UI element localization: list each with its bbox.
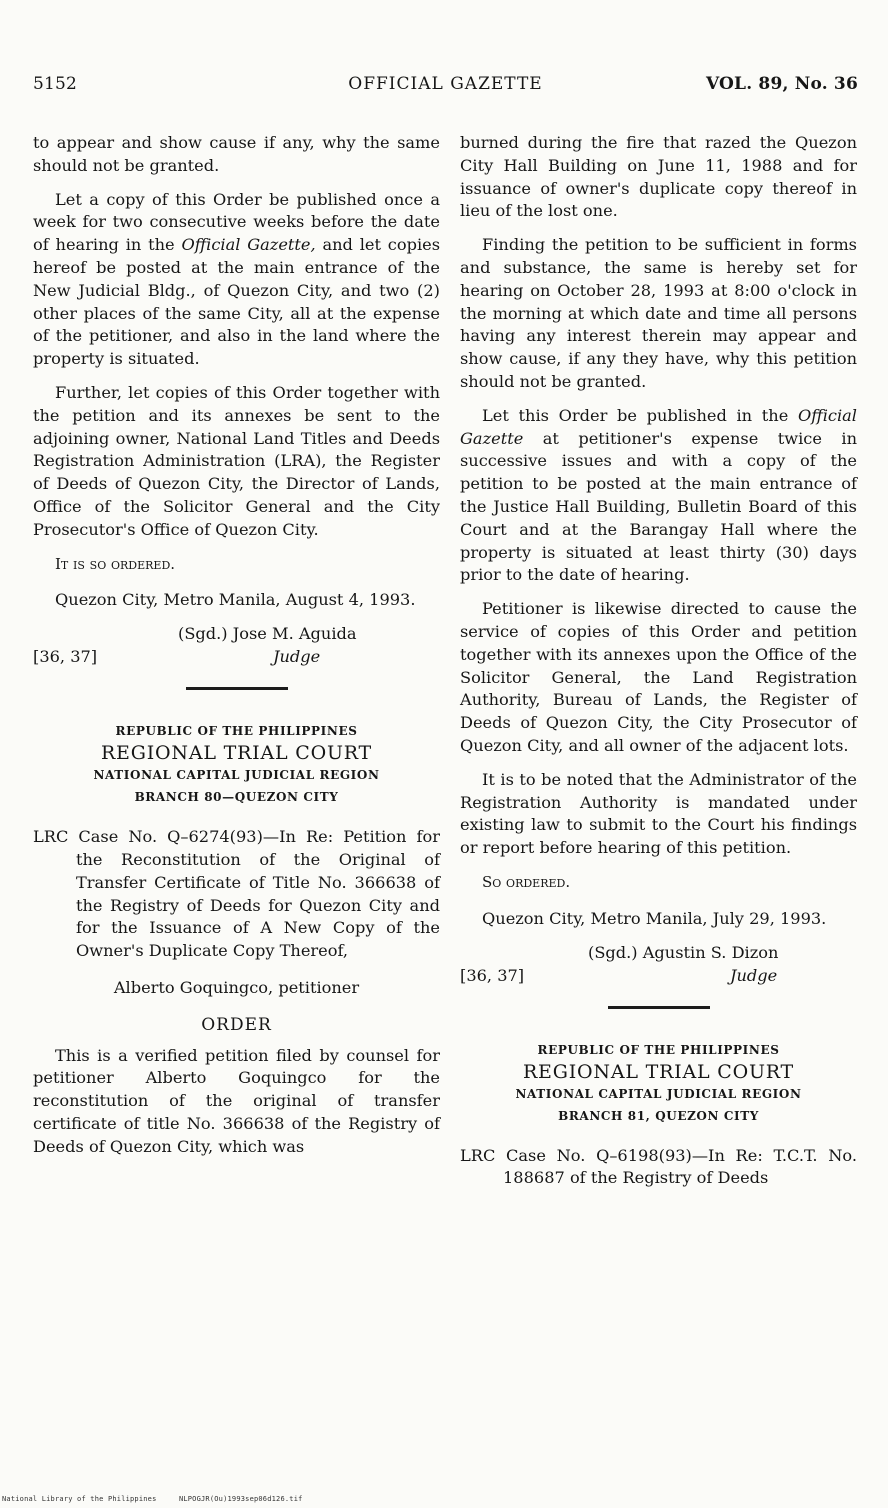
source-label: National Library of the Philippines [2,1495,157,1503]
issue-reference: [36, 37] [460,965,525,985]
scan-footer [2,1495,303,1503]
republic-line: REPUBLIC OF THE PHILIPPINES [537,1042,780,1057]
republic-line: REPUBLIC OF THE PHILIPPINES [115,724,358,739]
region-line: NATIONAL CAPITAL JUDICIAL REGION [515,1086,802,1101]
paragraph: Further, let copies of this Order together with the petition and its annexes be sent to the adjoining owner, National Land Titles and Deeds Registration Administration (LRA), the Register of Deeds of Quezon City, the Director of Lands, Office of the Solicitor General and the City Prosecutor's Office of Quezon City. [33,382,440,539]
branch-line: BRANCH 80—QUEZON CITY [134,790,339,805]
page-number: 5152 [33,74,78,94]
court-heading [33,720,440,808]
signature-block [460,942,857,994]
signatory-title: Judge [730,965,778,985]
order-heading: ORDER [201,1014,272,1035]
date-line: Quezon City, Metro Manila, July 29, 1993. [482,908,827,928]
left-column [33,132,440,1170]
file-label: NLPOGJR(Ou)1993sep06d126.tif [178,1495,303,1503]
signature-block [33,623,440,675]
page-header [33,74,858,102]
right-column [460,132,857,1201]
volume-number: VOL. 89, No. 36 [705,74,858,94]
signatory: (Sgd.) Agustin S. Dizon [588,942,779,962]
case-title: LRC Case No. Q–6274(93)—In Re: Petition for the Reconstitution of the Original of Transfer Certificate of Title No. 366638 of the Registry of Deeds for Quezon City and for the Issuance of A New Copy of the Owner's Duplicate Copy Thereof, [33,827,440,961]
paragraph: Let this Order be published in the Official Gazette at petitioner's expense twice in successive issues and with a copy of the petition to be posted at the main entrance of the Justice Hall Building, Bulletin Board of this Court and at the Barangay Hall where the property is situated at least thirty (30) days prior to the date of hearing. [460,405,857,585]
issue-reference: [36, 37] [33,647,98,667]
paragraph: It is to be noted that the Administrator of the Registration Authority is mandated under existing law to submit to the Court his findings or report before hearing of this petition. [460,769,857,858]
case-title: LRC Case No. Q–6198(93)—In Re: T.C.T. No. 188687 of the Registry of Deeds [460,1145,857,1188]
date-line: Quezon City, Metro Manila, August 4, 1993. [55,590,416,610]
court-name: REGIONAL TRIAL COURT [522,1060,795,1083]
court-heading [460,1039,857,1127]
publication-title: OFFICIAL GAZETTE [348,74,543,94]
paragraph: Let a copy of this Order be published once a week for two consecutive weeks before the date of hearing in the Official Gazette, and let copies hereof be posted at the main entrance of the New Judicial Bldg., of Quezon City, and two (2) other places of the same City, all at the expense of the petitioner, and also in the land where the property is situated. [33,189,441,369]
paragraph: to appear and show cause if any, why the same should not be granted. [33,133,440,175]
so-ordered-line: It is so ordered. [55,554,176,573]
paragraph: This is a verified petition filed by counsel for petitioner Alberto Goquingco for the reconstitution of the original of transfer certificate of title No. 366638 of the Registry of Deeds of Quezon City, which was [33,1045,440,1156]
signatory-title: Judge [273,647,321,667]
signatory: (Sgd.) Jose M. Aguida [178,624,357,644]
paragraph: Finding the petition to be sufficient in forms and substance, the same is hereby set for hearing on October 28, 1993 at 8:00 o'clock in the morning at which date and time all persons having any interest therein may appear and show cause, if any they have, why this petition should not be granted. [460,235,857,391]
court-name: REGIONAL TRIAL COURT [100,742,373,765]
paragraph: burned during the fire that razed the Quezon City Hall Building on June 11, 1988 and for issuance of owner's duplicate copy thereof in lieu of the lost one. [460,133,857,221]
section-divider [608,1006,710,1009]
petitioner-line: Alberto Goquingco, petitioner [113,977,360,997]
paragraph: Petitioner is likewise directed to cause the service of copies of this Order and petition together with its annexes upon the Office of the Solicitor General, the Land Registration Authority, Bureau of Lands, the Register of Deeds of Quezon City, the City Prosecutor of Quezon City, and all owner of the adjacent lots. [460,599,857,755]
branch-line: BRANCH 81, QUEZON CITY [558,1108,759,1123]
region-line: NATIONAL CAPITAL JUDICIAL REGION [93,768,380,783]
so-ordered-line: So ordered. [482,872,571,891]
section-divider [186,687,288,690]
